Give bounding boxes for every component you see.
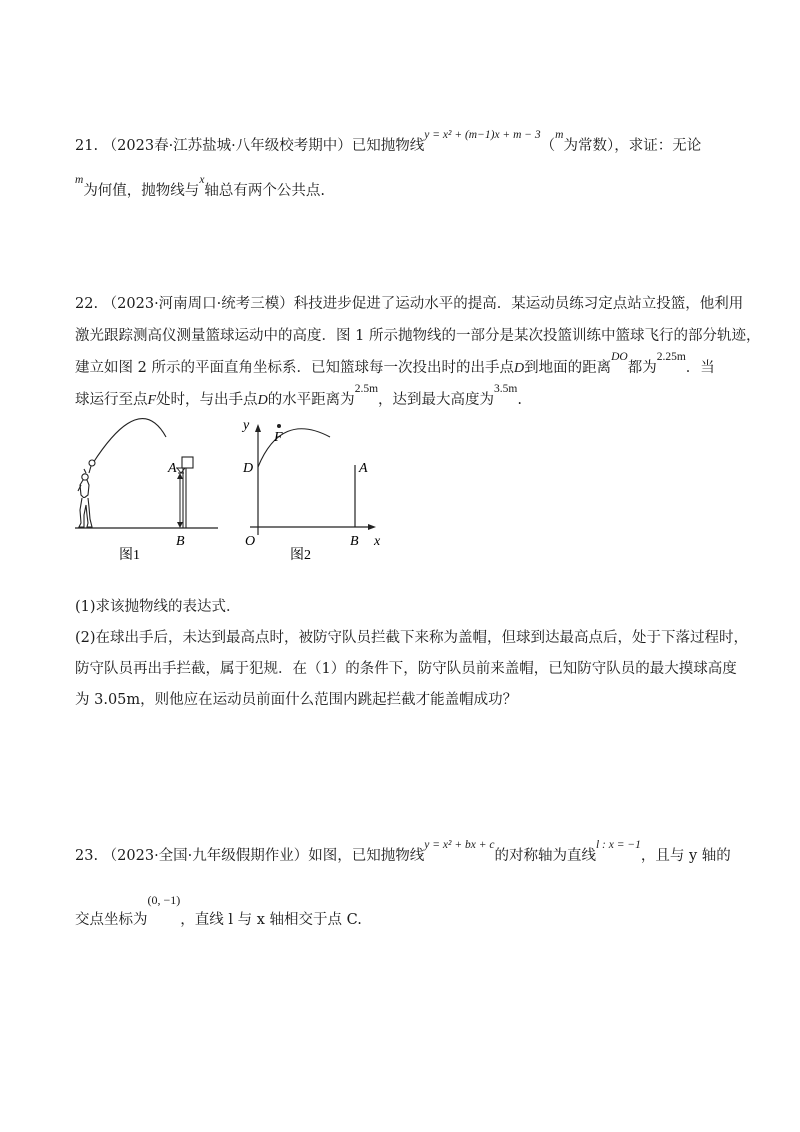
fig2-label-O: O	[245, 534, 256, 549]
q23-text: 交点坐标为	[75, 912, 148, 928]
q23-axis-formula: l : x = −1	[595, 839, 641, 851]
fig2-y-arrowhead	[255, 424, 261, 432]
fig2-label-x: x	[374, 534, 381, 549]
q22-text: 处时，与出手点	[156, 392, 258, 408]
q21-number: 21.	[75, 138, 99, 154]
fig2-x-arrowhead	[368, 524, 376, 530]
q21-line-1	[75, 129, 702, 157]
q22-line-1	[75, 294, 743, 314]
q21-var-x: x	[199, 174, 205, 186]
fig1-label-B: B	[176, 534, 185, 549]
q22-line-2: 激光跟踪测高仪测量篮球运动中的高度．图 1 所示抛物线的一部分是某次投篮训练中篮球飞行的部分轨迹，	[75, 328, 761, 344]
q22-line-3	[75, 351, 715, 379]
fig1-arrowhead	[177, 473, 183, 479]
q22-text: 都为	[627, 360, 657, 376]
fig2-label-D: D	[243, 461, 254, 476]
q22-text: ．当	[685, 360, 715, 376]
figure-1	[75, 419, 218, 563]
q23-formula: y = x² + bx + c	[424, 839, 495, 851]
fig1-label-A: A	[168, 461, 177, 476]
fig1-caption: 图1	[119, 548, 140, 563]
fig2-label-B: B	[350, 534, 359, 549]
q22-point-D: D	[513, 361, 525, 376]
q22-number: 22.	[75, 296, 99, 312]
q22-value-2-25: 2.25m	[656, 351, 686, 363]
q21-var-m: m	[555, 129, 564, 141]
fig1-trajectory-curve	[93, 419, 166, 463]
q21-text: 为何值，抛物线与	[83, 183, 200, 199]
q23-line-1	[75, 839, 731, 867]
figure-2	[241, 418, 381, 563]
q21-text: 为常数），求证：无论	[563, 138, 702, 154]
q22-line-4	[75, 383, 522, 411]
fig1-backboard	[182, 457, 193, 468]
q22-point-F: F	[147, 393, 157, 408]
q22-part-1: (1)求该抛物线的表达式．	[75, 599, 241, 615]
q21-formula: y = x² + (m−1)x + m − 3	[424, 129, 541, 141]
q21-var-m: m	[75, 174, 84, 186]
q22-part-2-line-2: 防守队员再出手拦截，属于犯规．在（1）的条件下，防守队员前来盖帽，已知防守队员的最大摸球高度	[75, 661, 737, 677]
fig1-hoop	[176, 468, 186, 473]
q22-text: 球运行至点	[75, 392, 148, 408]
q22-part-2-line-3: 为 3.05m，则他应在运动员前面什么范围内跳起拦截才能盖帽成功？	[75, 692, 518, 708]
fig1-arrowhead	[177, 522, 183, 528]
q22-part-2-line-1: (2)在球出手后，未达到最高点时，被防守队员拦截下来称为盖帽，但球到达最高点后，处于下落过程时，	[75, 630, 749, 646]
q22-source: （2023·河南周口·统考三模）	[102, 296, 294, 312]
fig2-label-F: F	[274, 430, 283, 445]
fig2-caption: 图2	[290, 548, 311, 563]
q23-text: ，且与 y 轴的	[640, 848, 731, 864]
fig2-parabola	[258, 429, 330, 467]
q23-text: 的对称轴为直线	[494, 848, 596, 864]
q23-text: ，直线 l 与 x 轴相交于点 C.	[180, 912, 362, 928]
q23-line-2	[75, 893, 362, 930]
q22-value-3-5: 3.5m	[494, 383, 518, 395]
q22-text: .	[517, 392, 522, 408]
q22-DO: DO	[611, 351, 628, 363]
fig2-label-y: y	[243, 418, 250, 433]
q22-figures	[0, 415, 800, 575]
q21-text: 轴总有两个公共点.	[204, 183, 326, 199]
fig1-player-icon	[78, 460, 95, 527]
q22-text: ，达到最大高度为	[378, 392, 495, 408]
fig2-point-F	[277, 424, 281, 428]
q23-point: (0, −1)	[147, 893, 181, 907]
fig2-label-A: A	[359, 461, 368, 476]
q21-text: （	[540, 138, 556, 154]
q22-point-D: D	[257, 393, 268, 408]
q21-line-2	[75, 174, 326, 202]
q23-source: （2023·全国·九年级假期作业）	[102, 848, 309, 864]
q21-source: （2023春·江苏盐城·八年级校考期中）	[102, 138, 352, 154]
q22-value-2-5: 2.5m	[354, 383, 379, 395]
q23-text: 如图，已知抛物线	[308, 848, 425, 864]
q22-text: 建立如图 2 所示的平面直角坐标系．已知篮球每一次投出时的出手点	[75, 360, 514, 376]
q23-number: 23.	[75, 848, 99, 864]
q21-text: 已知抛物线	[351, 138, 425, 154]
q22-text: 科技进步促进了运动水平的提高．某运动员练习定点站立投篮，他利用	[293, 296, 744, 312]
q22-text: 到地面的距离	[524, 360, 612, 376]
q22-text: 的水平距离为	[267, 392, 355, 408]
